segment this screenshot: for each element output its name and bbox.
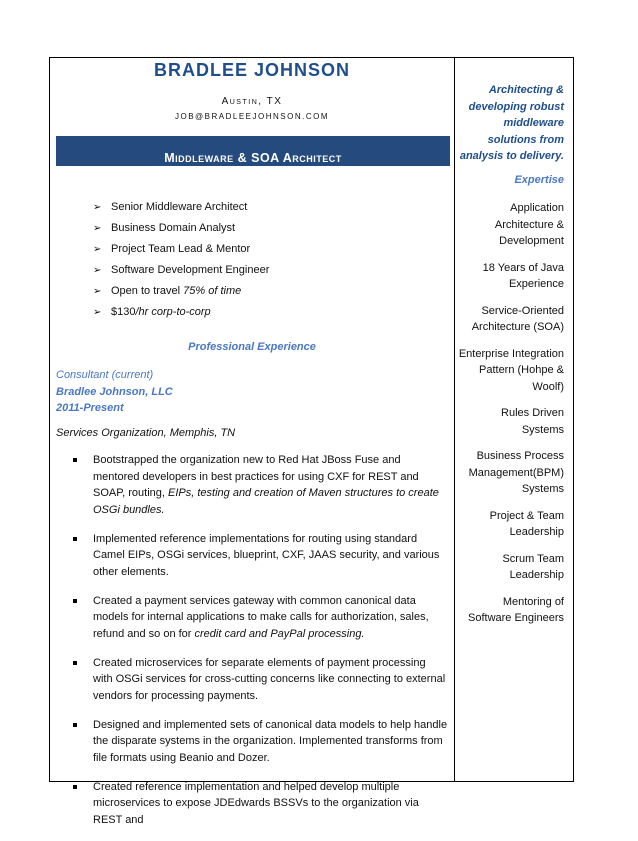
summary-item: ➢ Software Development Engineer [93,264,270,276]
role-title: Consultant (current) [56,369,154,381]
skill-item: Project & Team Leadership [489,509,564,538]
skill-item: 18 Years of Java Experience [482,261,564,290]
skill-item: Business Process Management(BPM) Systems [468,450,564,495]
summary-list [93,200,269,326]
expertise-heading: Expertise [514,174,564,186]
arrow-bullet-icon: ➢ [93,223,102,234]
sidebar-tagline: Architecting & developing robust middleware solutions from analysis to delivery. [459,84,564,162]
square-bullet-icon [73,723,77,727]
experience-bullet: Created a payment services gateway with common canonical data models for internal applications to make calls for authorization, sales, refund and so on for credit card and PayPal processing. [73,593,448,643]
arrow-bullet-icon: ➢ [93,244,102,255]
experience-bullet: Created reference implementation and helped develop multiple microservices to expose JDEdwards BSSVs to the organization via REST and [73,779,448,829]
arrow-bullet-icon: ➢ [93,265,102,276]
location: Austin, TX [221,96,283,107]
experience-bullet: Created microservices for separate elements of payment processing with OSGi services for cross-cutting concerns like connecting to external vendors for processing payments. [73,655,448,705]
role-block [56,367,173,417]
skill-item: Enterprise Integration Pattern (Hohpe & Woolf) [458,347,564,393]
skill-item: Rules Driven Systems [501,407,564,436]
experience-bullet: Bootstrapped the organization new to Red Hat JBoss Fuse and mentored developers in best practices for using CXF for REST and SOAP, routing, EIPs, testing and creation of Maven structures to create OSGi bundles. [73,452,448,518]
summary-item: ➢ Project Team Lead & Mentor [93,243,251,255]
skill-item: Mentoring of Software Engineers [468,595,564,624]
date-range: 2011-Present [56,402,124,414]
arrow-bullet-icon: ➢ [93,286,102,297]
square-bullet-icon [73,661,77,665]
skill-item: Application Architecture & Development [494,202,564,247]
experience-bullet: Implemented reference implementations for routing using standard Camel EIPs, OSGi services, blueprint, CXF, JAAS security, and various other elements. [73,531,448,581]
summary-item: ➢ $130/hr corp-to-corp [93,306,211,318]
summary-item: ➢ Open to travel 75% of time [93,285,242,297]
square-bullet-icon [73,537,77,541]
experience-bullet: Designed and implemented sets of canonical data models to help handle the disparate systems in the organization. Implemented transforms from file formats using Beanio and Dozer. [73,717,448,767]
arrow-bullet-icon: ➢ [93,307,102,318]
skill-item: Service-Oriented Architecture (SOA) [471,304,564,333]
company-name: Bradlee Johnson, LLC [56,385,173,398]
square-bullet-icon [73,785,77,789]
email-link[interactable]: JOB@BRADLEEJOHNSON.COM [174,112,330,121]
summary-item: ➢ Business Domain Analyst [93,222,236,234]
square-bullet-icon [73,599,77,603]
skill-item: Scrum Team Leadership [502,552,564,581]
candidate-name: BRADLEE JOHNSON [153,60,351,80]
square-bullet-icon [73,458,77,462]
experience-heading: Professional Experience [188,341,316,353]
arrow-bullet-icon: ➢ [93,202,102,213]
title-banner: Middleware & SOA Architect [56,136,450,166]
skills-list [457,200,564,637]
organization-line: Services Organization, Memphis, TN [56,427,236,439]
column-divider [454,57,455,782]
summary-item: ➢ Senior Middleware Architect [93,201,248,213]
experience-bullets [73,452,448,841]
